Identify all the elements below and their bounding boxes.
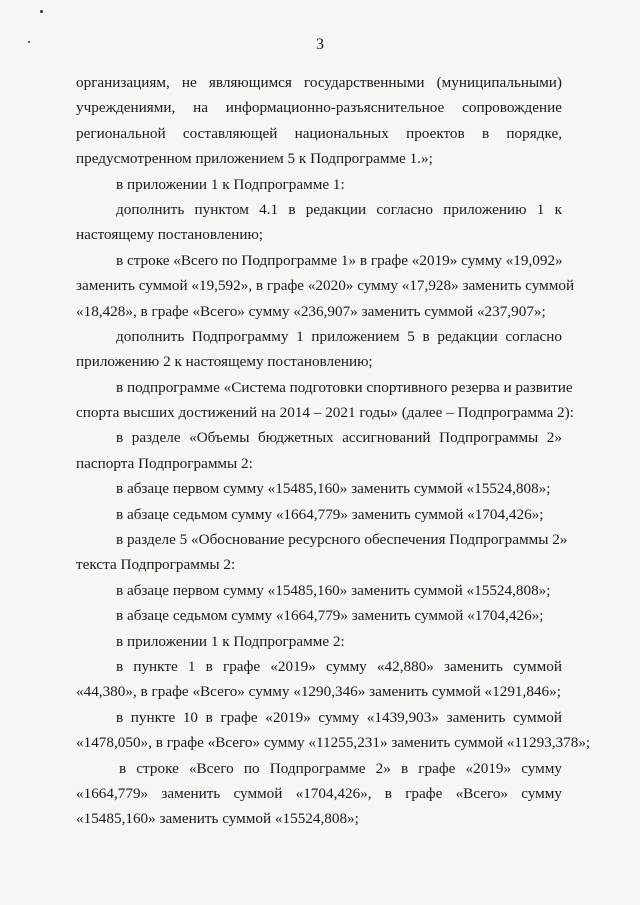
text-line: «15485,160» заменить суммой «15524,808»; xyxy=(76,810,359,828)
text-line: в абзаце первом сумму «15485,160» заменить суммой «15524,808»; xyxy=(116,581,551,599)
text-line: в приложении 1 к Подпрограмме 2: xyxy=(116,632,345,650)
text-line: настоящему постановлению; xyxy=(76,226,264,244)
text-line: региональной составляющей национальных проектов в порядке, xyxy=(76,124,562,142)
text-line: спорта высших достижений на 2014 – 2021 годы» (далее – Подпрограмма 2): xyxy=(76,404,574,422)
text-line: «18,428», в графе «Всего» сумму «236,907» заменить суммой «237,907»; xyxy=(76,302,546,320)
text-line: учреждениями, на информационно-разъяснительное сопровождение xyxy=(76,99,562,117)
text-line: в строке «Всего по Подпрограмме 1» в графе «2019» сумму «19,092» xyxy=(116,251,563,269)
text-line: в абзаце седьмом сумму «1664,779» заменить суммой «1704,426»; xyxy=(116,505,544,523)
text-line: в подпрограмме «Система подготовки спортивного резерва и развитие xyxy=(116,378,573,396)
text-line: «1478,050», в графе «Всего» сумму «11255,231» заменить суммой «11293,378»; xyxy=(76,734,591,752)
page-number: 3 xyxy=(316,36,324,53)
text-line: в разделе «Объемы бюджетных ассигнований Подпрограммы 2» xyxy=(116,429,562,447)
text-line: в пункте 10 в графе «2019» сумму «1439,903» заменить суммой xyxy=(116,708,562,726)
text-line: в абзаце первом сумму «15485,160» заменить суммой «15524,808»; xyxy=(116,480,551,498)
text-line: в строке «Всего по Подпрограмме 2» в графе «2019» сумму xyxy=(119,759,562,777)
text-line: в абзаце седьмом сумму «1664,779» заменить суммой «1704,426»; xyxy=(116,607,544,625)
body-text xyxy=(76,70,591,832)
scan-speck xyxy=(40,10,43,13)
text-line: приложению 2 к настоящему постановлению; xyxy=(76,353,373,371)
text-line: «1664,779» заменить суммой «1704,426», в графе «Всего» сумму xyxy=(76,784,562,802)
text-line: заменить суммой «19,592», в графе «2020» сумму «17,928» заменить суммой xyxy=(76,277,575,295)
text-line: в разделе 5 «Обоснование ресурсного обеспечения Подпрограммы 2» xyxy=(116,531,568,549)
text-line: в пункте 1 в графе «2019» сумму «42,880» заменить суммой xyxy=(116,657,562,675)
text-line: предусмотренном приложением 5 к Подпрограмме 1.»; xyxy=(76,150,433,168)
text-line: паспорта Подпрограммы 2: xyxy=(76,454,253,472)
text-line: организациям, не являющимся государственными (муниципальными) xyxy=(76,74,562,91)
text-line: текста Подпрограммы 2: xyxy=(76,556,236,574)
text-line: дополнить пунктом 4.1 в редакции согласно приложению 1 к xyxy=(116,200,562,218)
text-line: «44,380», в графе «Всего» сумму «1290,346» заменить суммой «1291,846»; xyxy=(76,683,561,701)
text-line: в приложении 1 к Подпрограмме 1: xyxy=(116,175,345,193)
text-line: дополнить Подпрограмму 1 приложением 5 в редакции согласно xyxy=(116,327,562,345)
